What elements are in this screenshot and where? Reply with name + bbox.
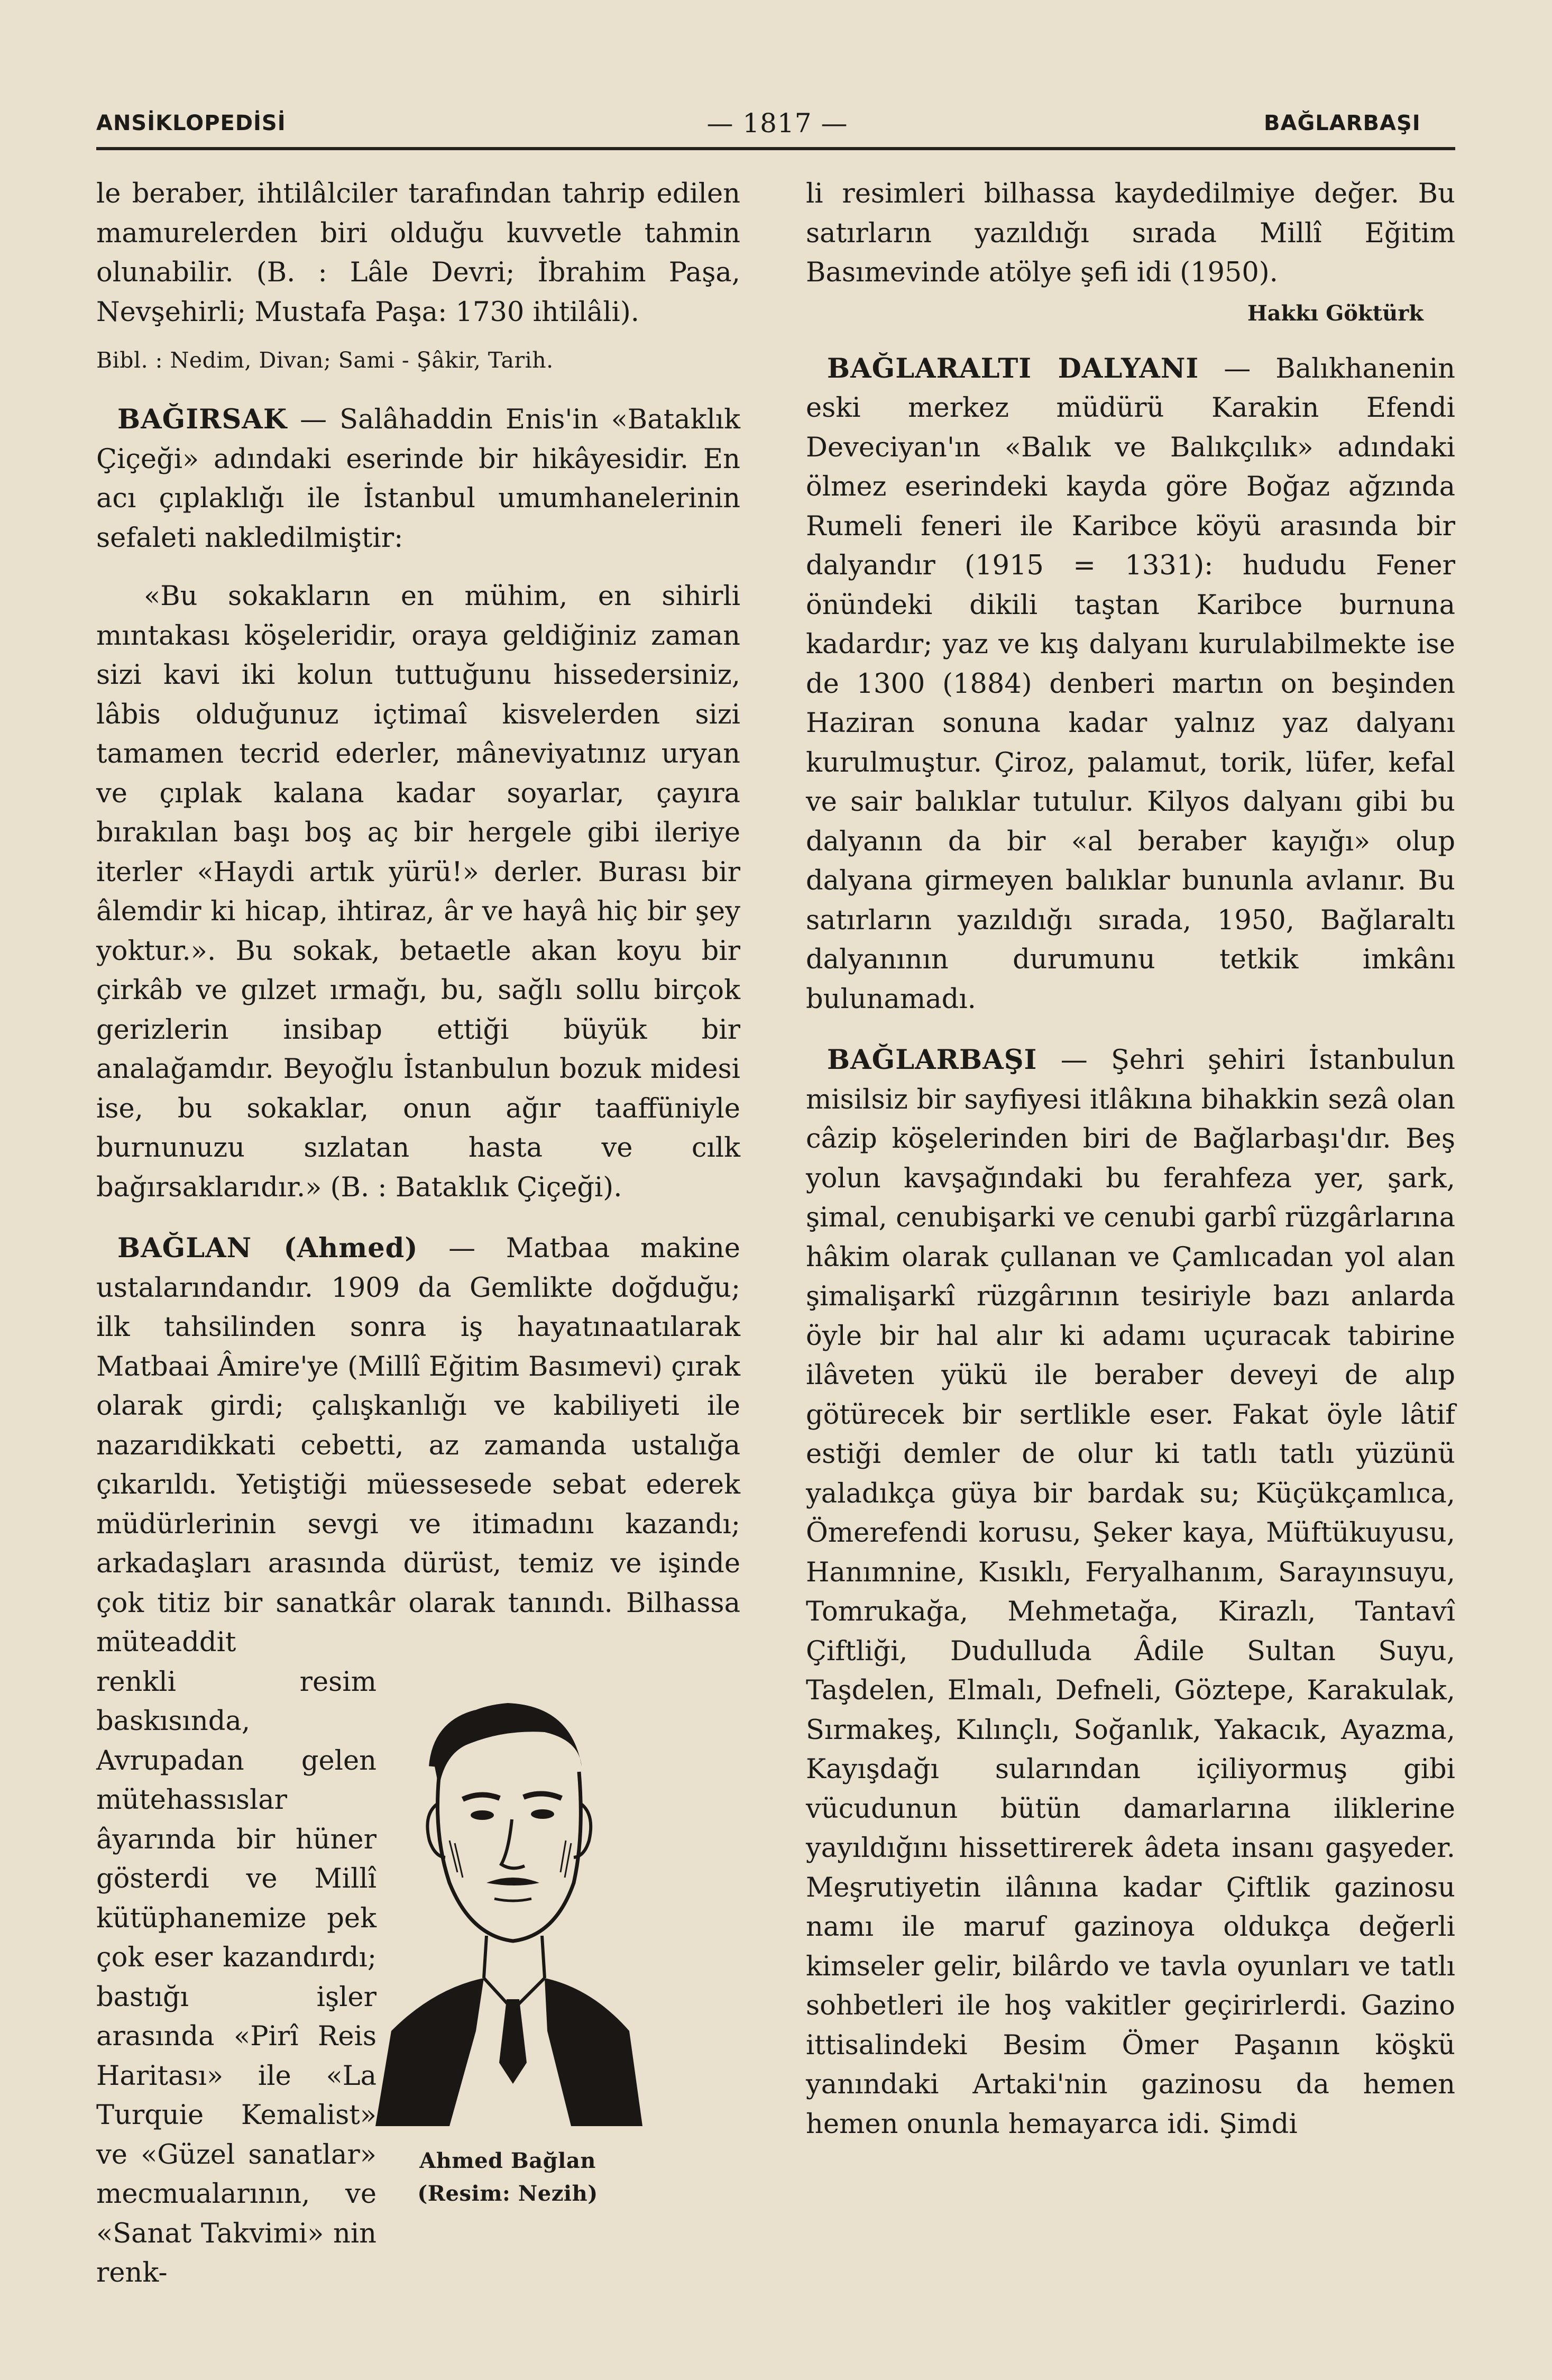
entry-baglarbasi <box>806 1040 1455 2144</box>
quotation: «Bu sokakların en mühim, en sihirli mıntakası köşeleridir, oraya geldiğiniz zaman sizi kavi iki kolun tuttuğunu hissedersiniz, lâbis olduğunuz içtimaî kisvelerden sizi tamamen tecrid ederler, mâneviyatınız uryan ve çıplak kalana kadar soyarlar, çayıra bırakılan başı boş aç bir hergele gibi ileriye iterler «Haydi artık yürü!» derler. Burası bir âlemdir ki hicap, ihtiraz, âr ve hayâ hiç bir şey yoktur.». Bu sokak, betaetle akan koyu bir çirkâb ve gılzet ırmağı, bu, sağlı sollu birçok gerizlerin insibap ettiği büyük bir analağamdır. Beyoğlu İstanbulun bozuk midesi ise, bu sokaklar, onun ağır taaffüniyle burnunuzu sızlatan hasta ve cılk bağırsaklarıdır.» (B. : Bataklık Çiçeği). <box>96 581 740 1203</box>
running-header-left: ANSİKLOPEDİSİ <box>96 111 286 135</box>
running-header-right: BAĞLARBAŞI <box>1264 111 1421 135</box>
page-number: — 1817 — <box>706 108 848 139</box>
entry-bagirsak <box>96 400 740 558</box>
entry-baglan <box>96 1229 740 1663</box>
entry-baglan-wrapped-text: renkli resim baskısında, Avrupadan gelen mütehassıslar âyarında bir hüner gösterdi ve Millî kütüphanemize pek çok eser kazandırdı; bastığı işler arasında «Pirî Reis Haritası» ile «La Turquie Kemalist» ve «Güzel sanatlar» mecmualarının, ve «Sanat Takvimi» nin renk- <box>96 1666 376 2289</box>
author-signature: Hakkı Göktürk <box>1247 300 1424 326</box>
headword-baglaralti-dalyani: BAĞLARALTI DALYANI <box>827 352 1199 385</box>
bibliography: Bibl. : Nedim, Divan; Sami - Şâkir, Tarih. <box>96 347 554 373</box>
portrait-drawing <box>370 1661 645 2126</box>
paragraph-continued: le beraber, ihtilâlciler tarafından tahrip edilen mamurelerden biri olduğu kuvvetle tahmin olunabilir. (B. : Lâle Devri; İbrahim Paşa, Nevşehirli; Mustafa Paşa: 1730 ihtilâli). <box>96 178 740 328</box>
headword-bagirsak: BAĞIRSAK <box>117 404 288 435</box>
entry-dalyan-text: — Balıkhanenin eski merkez müdürü Karakin Efendi Deveciyan'ın «Balık ve Balıkçılık» adındaki ölmez eserindeki kayda göre Boğaz ağzında Rumeli feneri ile Karibce köyü arasında bir dalyandır (1915 = 1331): hududu Fener önündeki dikili taştan Karibce burnuna kadardır; yaz ve kış dalyanı kurulabilmekte ise de 1300 (1884) denberi martın on beşinden Haziran sonuna kadar yalnız yaz dalyanı kurulmuştur. Çiroz, palamut, torik, lüfer, kefal ve sair balıklar tutulur. Kilyos dalyanı gibi bu dalyanın da bir «al beraber kayığı» olup dalyana girmeyen balıklar bununla avlanır. Bu satırların yazıldığı sırada, 1950, Bağlaraltı dalyanının durumunu tetkik imkânı bulunamadı. <box>806 353 1455 1015</box>
portrait-caption <box>370 2145 645 2210</box>
entry-baglaralti-dalyani <box>806 349 1455 1020</box>
paragraph-continued-right: li resimleri bilhassa kaydedilmiye değer. Bu satırların yazıldığı sırada Millî Eğitim Basımevinde atölye şefi idi (1950). <box>806 178 1455 288</box>
headword-baglarbasi: BAĞLARBAŞI <box>827 1044 1037 1076</box>
entry-baglarbasi-text: — Şehri şehiri İstanbulun misilsiz bir sayfiyesi itlâkına bihakkin sezâ olan câzip köşelerinden biri de Bağlarbaşı'dır. Beş yolun kavşağındaki bu ferahfeza yer, şark, şimal, cenubişarki ve cenubi garbî rüzgârlarına hâkim olarak çullanan ve Çamlıcadan yol alan şimalişarkî rüzgârının tesiriyle bazı anlarda öyle bir hal alır ki adamı uçuracak tabirine ilâveten yükü ile beraber deveyi de alıp götürecek bir sertlikle eser. Fakat öyle lâtif estiği demler de olur ki tatlı tatlı yüzünü yaladıkça güya bir bardak su; Küçükçamlıca, Ömerefendi korusu, Şeker kaya, Müftükuyusu, Hanımnine, Kısıklı, Feryalhanım, Sarayınsuyu, Tomrukağa, Mehmetağa, Kirazlı, Tantavî Çiftliği, Dudulluda Âdile Sultan Suyu, Taşdelen, Elmalı, Defneli, Göztepe, Karakulak, Sırmakeş, Kılınçlı, Soğanlık, Yakacık, Ayazma, Kayışdağı sularından içiliyormuş gibi vücudunun bütün damarlarına iliklerine yayıldığını hissettirerek âdeta insanı gaşyeder. Meşrutiyetin ilânına kadar Çiftlik gazinosu namı ile maruf gazinoya oldukça değerli kimseler gelir, bilârdo ve tavla oyunları ve tatlı sohbetleri ile hoş vakitler geçirirlerdi. Gazino ittisalindeki Besim Ömer Paşanın köşkü yanındaki Artaki'nin gazinosu da hemen hemen onunla hemayarca idi. Şimdi <box>806 1045 1455 2140</box>
header-rule <box>96 147 1455 150</box>
caption-name: Ahmed Bağlan <box>419 2148 596 2173</box>
right-column <box>806 175 1455 2144</box>
portrait-illustration <box>370 1661 645 2137</box>
headword-baglan: BAĞLAN (Ahmed) <box>117 1232 418 1264</box>
entry-bagirsak-text: — Salâhaddin Enis'in «Bataklık Çiçeği» adındaki eserinde bir hikâyesidir. En acı çıplaklığı ile İstanbul umumhanelerinin sefaleti nakledilmiştir: <box>96 404 740 554</box>
caption-credit: (Resim: Nezih) <box>417 2181 598 2206</box>
entry-baglan-text: — Matbaa makine ustalarındandır. 1909 da Gemlikte doğduğu; ilk tahsilinden sonra iş hayatınaatılarak Matbaai Âmire'ye (Millî Eğitim Basımevi) çırak olarak girdi; çalışkanlığı ve kabiliyeti ile nazarıdikkati cebetti, az zamanda ustalığa çıkarıldı. Yetiştiği müessesede sebat ederek müdürlerinin sevgi ve itimadını kazandı; arkadaşları arasında dürüst, temiz ve işinde çok titiz bir sanatkâr olarak tanındı. Bilhassa müteaddit <box>96 1233 740 1658</box>
